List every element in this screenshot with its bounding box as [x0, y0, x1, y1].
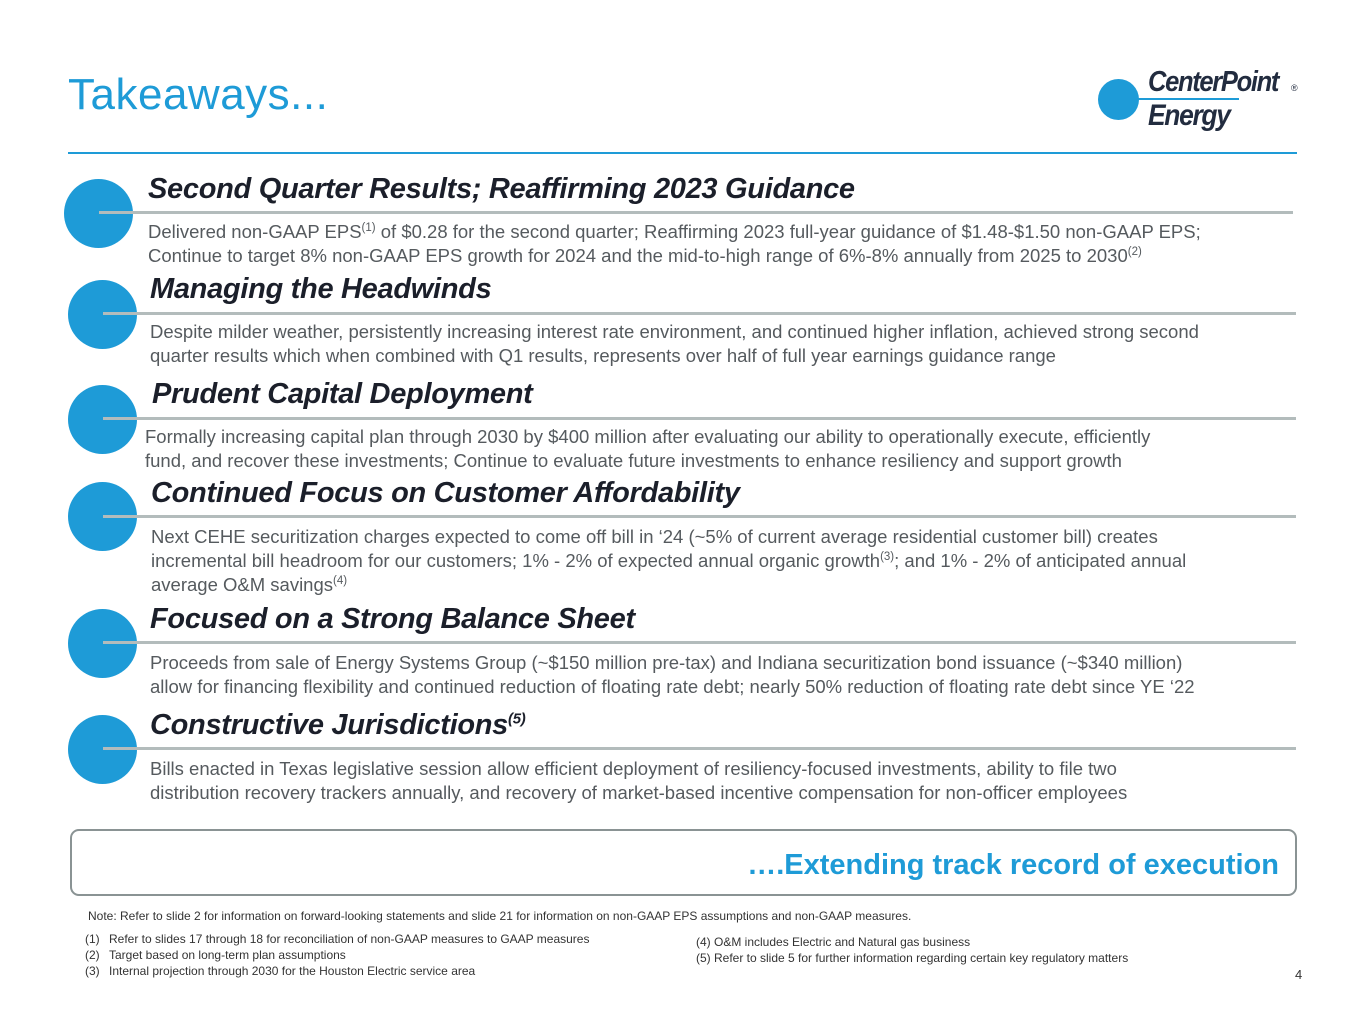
section-heading: Second Quarter Results; Reaffirming 2023 Guidance: [148, 173, 855, 205]
body-text: fund, and recover these investments; Continue to evaluate future investments to enhance resiliency and support growth: [145, 450, 1122, 471]
section-body: [150, 651, 1195, 699]
footnote-text: Internal projection through 2030 for the Houston Electric service area: [109, 964, 476, 978]
callout-box: [70, 829, 1297, 896]
footnote-text: (4) O&M includes Electric and Natural gas business: [696, 935, 971, 949]
footnote-ref: (1): [361, 221, 376, 234]
title-divider: [68, 152, 1297, 154]
body-text: allow for financing flexibility and continued reduction of floating rate debt; nearly 50% reduction of floating rate debt since YE ‘22: [150, 676, 1195, 697]
company-logo: [1097, 66, 1307, 140]
footnote-ref: (4): [333, 574, 348, 587]
footnotes-left: [85, 931, 589, 979]
logo-text-line2: Energy: [1148, 99, 1230, 132]
footnote-item: [85, 963, 589, 979]
heading-text: Constructive Jurisdictions: [150, 709, 508, 741]
body-text: Proceeds from sale of Energy Systems Group (~$150 million pre-tax) and Indiana securitization bond issuance (~$340 million): [150, 652, 1183, 673]
footnote-number: (1): [85, 932, 100, 946]
body-text: ; and 1% - 2% of anticipated annual: [894, 550, 1187, 571]
section-rule: [99, 211, 1293, 214]
body-text: Next CEHE securitization charges expected to come off bill in ‘24 (~5% of current average residential customer bill) creates: [151, 526, 1158, 547]
footnote-item: [85, 947, 589, 963]
body-text: distribution recovery trackers annually, and recovery of market-based incentive compensation for non-officer employees: [150, 782, 1128, 803]
callout-text: ….Extending track record of execution: [747, 849, 1279, 881]
section-rule: [103, 417, 1296, 420]
body-text: of $0.28 for the second quarter; Reaffirming 2023 full-year guidance of $1.48-$1.50 non-GAAP EPS;: [375, 221, 1201, 242]
logo-registered-mark: ®: [1291, 83, 1298, 93]
section-heading: Continued Focus on Customer Affordability: [151, 477, 740, 509]
footnote-text: Target based on long-term plan assumptions: [109, 948, 346, 962]
section-rule: [103, 312, 1296, 315]
body-text: quarter results which when combined with Q1 results, represents over half of full year earnings guidance range: [150, 345, 1056, 366]
section-body: [151, 525, 1186, 597]
section-heading: [150, 709, 525, 742]
page-title: Takeaways...: [68, 70, 329, 119]
section-body: [150, 757, 1127, 805]
footnote-text: (5) Refer to slide 5 for further information regarding certain key regulatory matters: [696, 951, 1129, 965]
section-body: [150, 320, 1199, 368]
footnote-item: [85, 931, 589, 947]
body-text: Bills enacted in Texas legislative session allow efficient deployment of resiliency-focused investments, ability to file two: [150, 758, 1117, 779]
body-text: Formally increasing capital plan through 2030 by $400 million after evaluating our ability to operationally execute, efficiently: [145, 426, 1151, 447]
footnote-text: Refer to slides 17 through 18 for reconciliation of non-GAAP measures to GAAP measures: [109, 932, 590, 946]
page-number: 4: [1295, 967, 1303, 982]
footnote-ref: (2): [1127, 245, 1142, 258]
section-heading: Managing the Headwinds: [150, 273, 492, 305]
section-body: [148, 220, 1201, 268]
footnote-number: (3): [85, 964, 100, 978]
section-body: [145, 425, 1150, 473]
body-text: Continue to target 8% non-GAAP EPS growth for 2024 and the mid-to-high range of 6%-8% annually from 2025 to 2030: [148, 245, 1128, 266]
section-rule: [103, 515, 1296, 518]
footnotes-right: [696, 934, 1128, 966]
note-text: Note: Refer to slide 2 for information on forward-looking statements and slide 21 for information on non-GAAP EPS assumptions and non-GAAP measures.: [88, 909, 912, 923]
logo-text-line1: CenterPoint: [1148, 66, 1279, 98]
section-heading: Prudent Capital Deployment: [152, 378, 533, 410]
body-text: Delivered non-GAAP EPS: [148, 221, 362, 242]
body-text: Despite milder weather, persistently increasing interest rate environment, and continued higher inflation, achieved strong second: [150, 321, 1199, 342]
body-text: average O&M savings: [151, 574, 334, 595]
footnote-ref: (5): [508, 710, 526, 728]
section-rule: [103, 641, 1296, 644]
section-heading: Focused on a Strong Balance Sheet: [150, 603, 635, 635]
footnote-ref: (3): [880, 550, 895, 563]
footnote-number: (2): [85, 948, 100, 962]
section-rule: [103, 747, 1296, 750]
body-text: incremental bill headroom for our customers; 1% - 2% of expected annual organic growth: [151, 550, 881, 571]
